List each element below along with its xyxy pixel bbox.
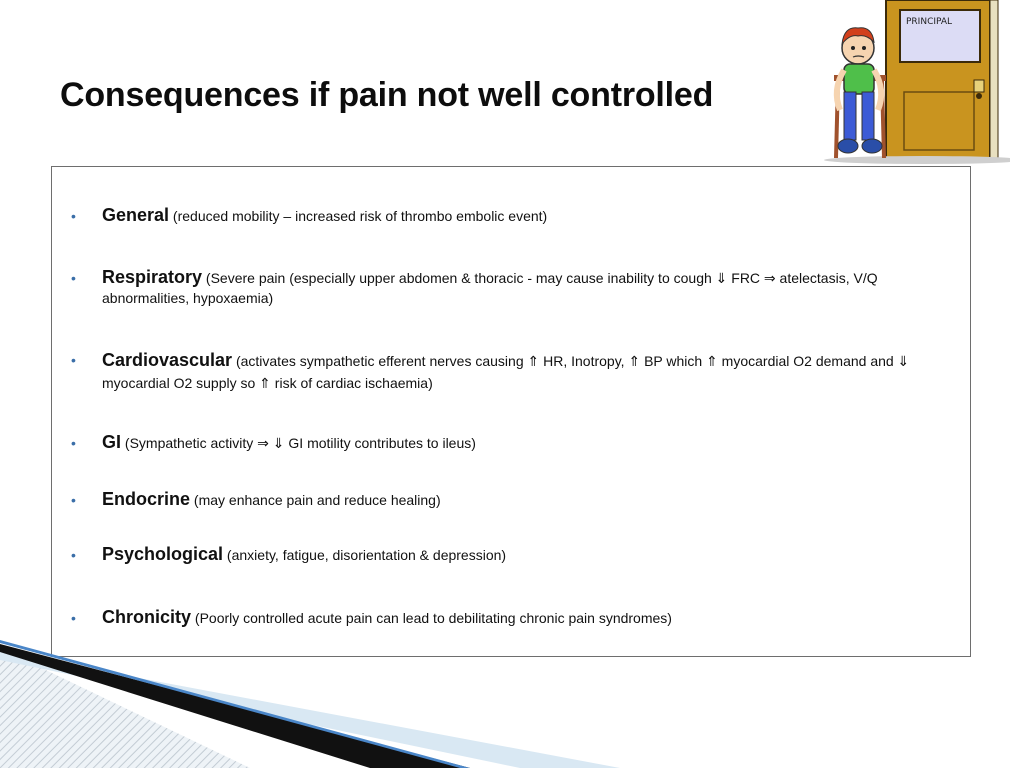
bullet-icon: • xyxy=(71,352,76,368)
bullet-icon: • xyxy=(71,435,76,451)
decorative-swoosh xyxy=(0,640,620,768)
slide-title: Consequences if pain not well controlled xyxy=(60,76,714,114)
item-heading: Respiratory xyxy=(102,267,203,287)
item-detail: (Poorly controlled acute pain can lead to debilitating chronic pain syndromes) xyxy=(191,610,672,626)
item-detail: (Sympathetic activity ⇒ ⇓ GI motility contributes to ileus) xyxy=(121,435,476,451)
bullet-icon: • xyxy=(71,492,76,508)
item-heading: General xyxy=(102,205,170,225)
item-heading: Psychological xyxy=(102,544,224,564)
item-detail: (Severe pain (especially upper abdomen & thoracic - may cause inability to cough ⇓ FRC ⇒ atelectasis, V/Q abnormalities, hypoxaemia) xyxy=(102,270,878,306)
item-detail: (may enhance pain and reduce healing) xyxy=(190,492,441,508)
item-heading: Cardiovascular xyxy=(102,350,233,370)
item-detail: (anxiety, fatigue, disorientation & depression) xyxy=(223,547,507,563)
item-detail: (activates sympathetic efferent nerves causing ⇑ HR, Inotropy, ⇑ BP which ⇑ myocardial O2 demand and ⇓ myocardial O2 supply so ⇑ risk of cardiac ischaemia) xyxy=(102,353,910,391)
item-detail: (reduced mobility – increased risk of thrombo embolic event) xyxy=(169,208,548,224)
principal-door-cartoon xyxy=(814,0,1010,165)
item-heading: Chronicity xyxy=(102,607,192,627)
bullet-icon: • xyxy=(71,610,76,626)
bullet-icon: • xyxy=(71,208,76,224)
door-sign-text: PRINCIPAL xyxy=(906,17,953,27)
item-heading: GI xyxy=(102,432,122,452)
bullet-icon: • xyxy=(71,547,76,563)
item-heading: Endocrine xyxy=(102,489,191,509)
content-box xyxy=(51,166,971,657)
bullet-icon: • xyxy=(71,270,76,286)
